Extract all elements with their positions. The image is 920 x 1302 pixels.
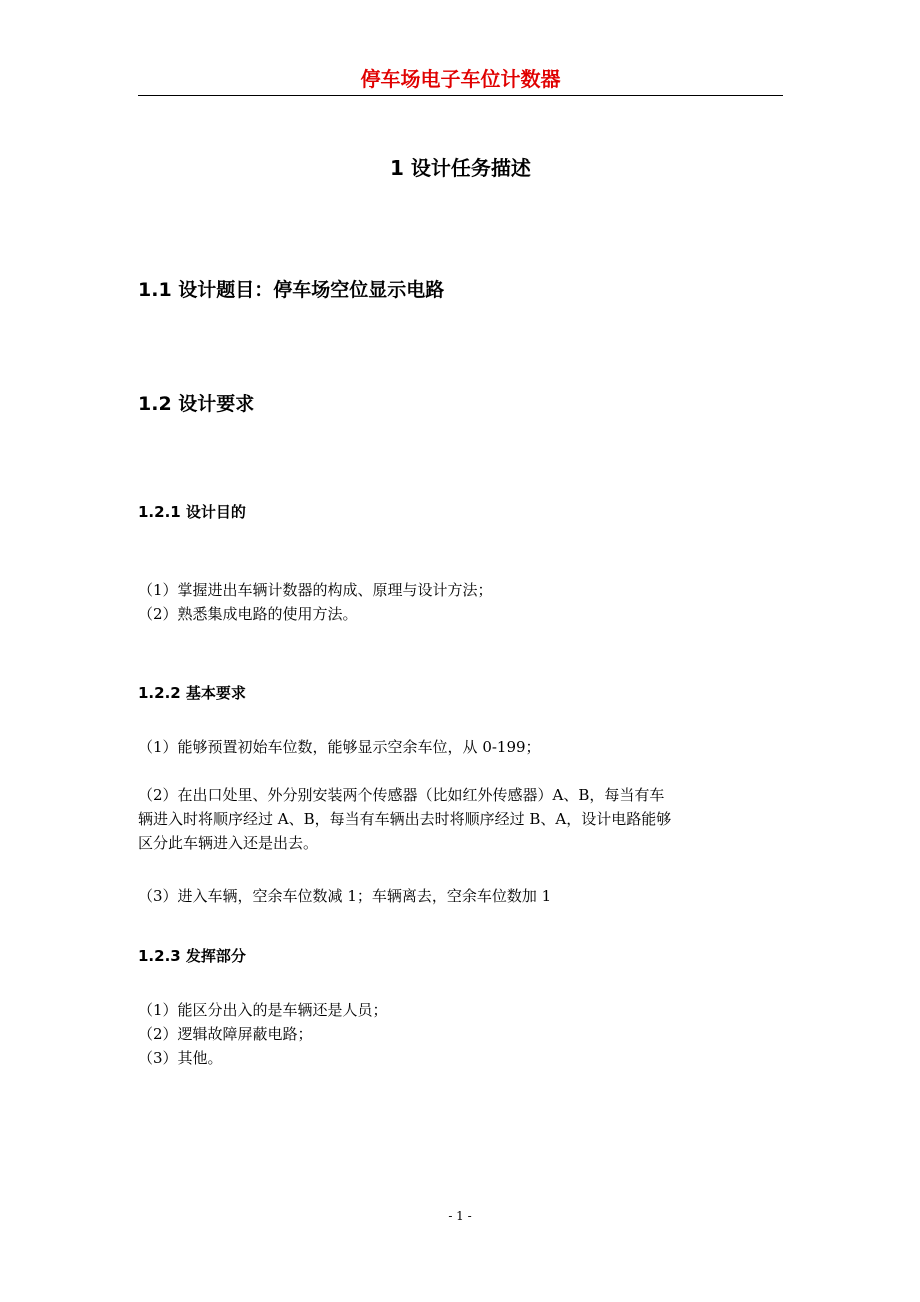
section-1-2-2-item-2 <box>138 783 788 855</box>
section-1-2-title: 1.2 设计要求 <box>138 393 255 415</box>
section-1-2-1-list <box>138 578 788 626</box>
section-1-2-1-title: 1.2.1 设计目的 <box>138 503 246 521</box>
list-item: （3）进入车辆，空余车位数减 1；车辆离去，空余车位数加 1 <box>138 887 552 905</box>
paragraph-line: 辆进入时将顺序经过 A、B，每当有车辆出去时将顺序经过 B、A，设计电路能够 <box>138 810 672 828</box>
list-item: （2）逻辑故障屏蔽电路； <box>138 1025 313 1043</box>
list-item: （2）熟悉集成电路的使用方法。 <box>138 605 358 623</box>
list-item: （1）能够预置初始车位数，能够显示空余车位，从 0-199； <box>138 738 541 756</box>
section-1-2-2-item-3 <box>138 884 788 908</box>
list-item: （1）能区分出入的是车辆还是人员； <box>138 1001 388 1019</box>
page-number: - 1 - <box>448 1209 472 1223</box>
section-1-2-3-title: 1.2.3 发挥部分 <box>138 947 246 965</box>
list-item: （1）掌握进出车辆计数器的构成、原理与设计方法； <box>138 581 493 599</box>
section-1-2-2-title: 1.2.2 基本要求 <box>138 684 246 702</box>
paragraph-line: 区分此车辆进入还是出去。 <box>138 834 319 852</box>
running-header-title: 停车场电子车位计数器 <box>360 67 561 91</box>
section-1-1-title: 1.1 设计题目：停车场空位显示电路 <box>138 279 445 301</box>
chapter-title: 1 设计任务描述 <box>390 156 531 180</box>
header-rule <box>138 95 783 96</box>
paragraph-line: （2）在出口处里、外分别安装两个传感器（比如红外传感器）A、B，每当有车 <box>138 786 665 804</box>
section-1-2-2-item-1 <box>138 735 788 759</box>
list-item: （3）其他。 <box>138 1049 223 1067</box>
section-1-2-3-list <box>138 998 788 1070</box>
